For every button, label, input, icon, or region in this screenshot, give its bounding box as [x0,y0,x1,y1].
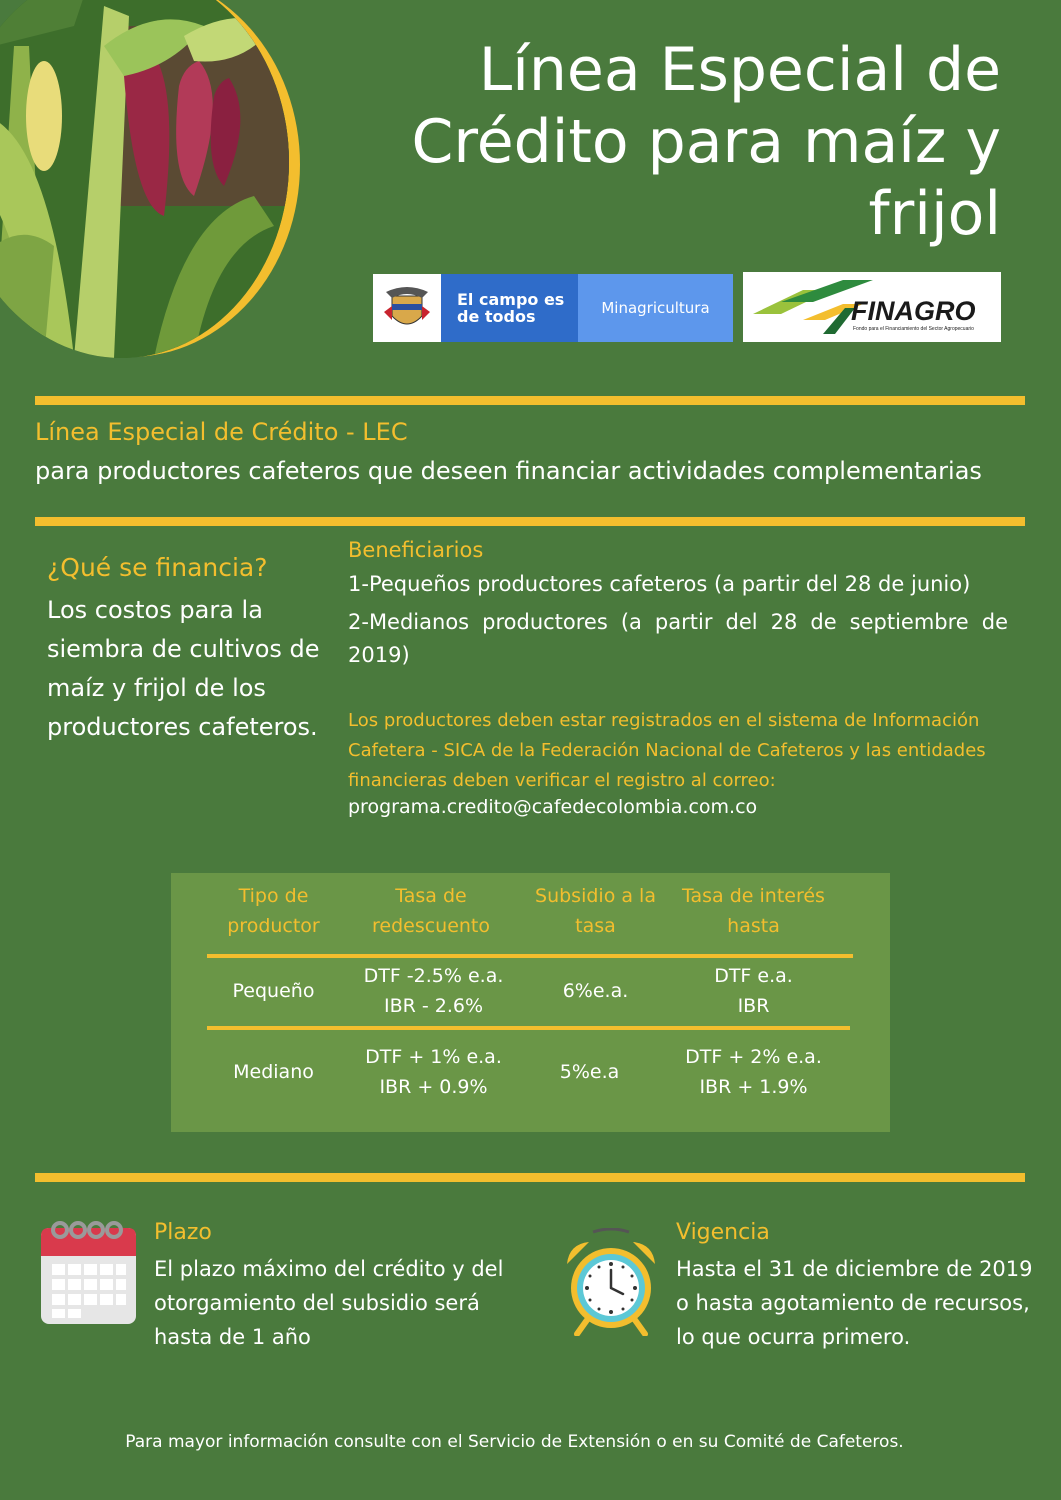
table-divider [207,954,853,958]
beneficiario-item: 1-Pequeños productores cafeteros (a partir del 28 de junio) [348,572,971,596]
finagro-logo [743,272,1001,342]
vigencia-title: Vigencia [676,1220,770,1245]
table-cell-subsidio: 6%e.a. [562,980,629,1002]
beneficiarios-title: Beneficiarios [348,538,484,562]
plazo-text: El plazo máximo del crédito y del otorgamiento del subsidio será hasta de 1 año [154,1257,504,1349]
campo-slogan: El campo es de todos [441,274,578,342]
table-cell-interes: DTF e.a. [714,965,793,987]
finagro-wordmark: FINAGRO [851,296,976,326]
table-cell-interes: DTF + 2% e.a. [685,1046,822,1068]
table-header: Tasa de interés hasta [682,885,825,937]
table-cell-interes: IBR [737,995,770,1017]
table-header: Tasa de redescuento [371,885,491,937]
table-cell-tipo: Mediano [233,1061,314,1083]
table-cell-interes: IBR + 1.9% [699,1076,808,1098]
vigencia-text: Hasta el 31 de diciembre de 2019 o hasta agotamiento de recursos, lo que ocurra primero. [676,1257,1033,1349]
table-header: Tipo de productor [227,885,320,937]
lec-subtitle: para productores cafeteros que deseen financiar actividades complementarias [35,457,982,485]
table-cell-redescuento: DTF -2.5% e.a. [363,965,504,987]
alarm-clock-icon [565,1228,657,1336]
divider-middle [35,517,1025,526]
divider-bottom [35,1173,1025,1182]
coat-of-arms-icon [373,274,441,342]
beneficiario-item: 2-Medianos productores (a partir del 28 de septiembre de 2019) [348,610,1008,667]
page-title: Línea Especial de Crédito para maíz y frijol [411,35,1001,249]
lec-title: Línea Especial de Crédito - LEC [35,418,408,446]
financia-answer: Los costos para la siembra de cultivos de maíz y frijol de los productores cafeteros. [47,596,320,741]
ministry-name: Minagricultura [578,274,733,342]
government-logo [373,274,733,342]
divider-top [35,396,1025,405]
table-cell-subsidio: 5%e.a [559,1061,620,1083]
calendar-icon [40,1218,137,1325]
table-cell-tipo: Pequeño [232,980,315,1002]
table-header: Subsidio a la tasa [535,885,656,937]
contact-email: programa.credito@cafedecolombia.com.co [348,796,758,818]
plazo-title: Plazo [154,1220,212,1245]
table-cell-redescuento: IBR + 0.9% [379,1076,488,1098]
finagro-tagline: Fondo para el Financiamiento del Sector Agropecuario [853,326,974,332]
footer-note: Para mayor información consulte con el Servicio de Extensión o en su Comité de Cafeteros. [125,1432,904,1452]
table-cell-redescuento: DTF + 1% e.a. [365,1046,502,1068]
registro-note: Los productores deben estar registrados en el sistema de Información Cafetera - SICA de la Federación Nacional de Cafeteros y las entidades financieras deben verificar el registro al correo: [348,710,986,791]
table-divider [207,1026,850,1030]
financia-question: ¿Qué se financia? [47,553,268,582]
table-cell-redescuento: IBR - 2.6% [383,995,484,1017]
rate-table [171,873,890,1132]
